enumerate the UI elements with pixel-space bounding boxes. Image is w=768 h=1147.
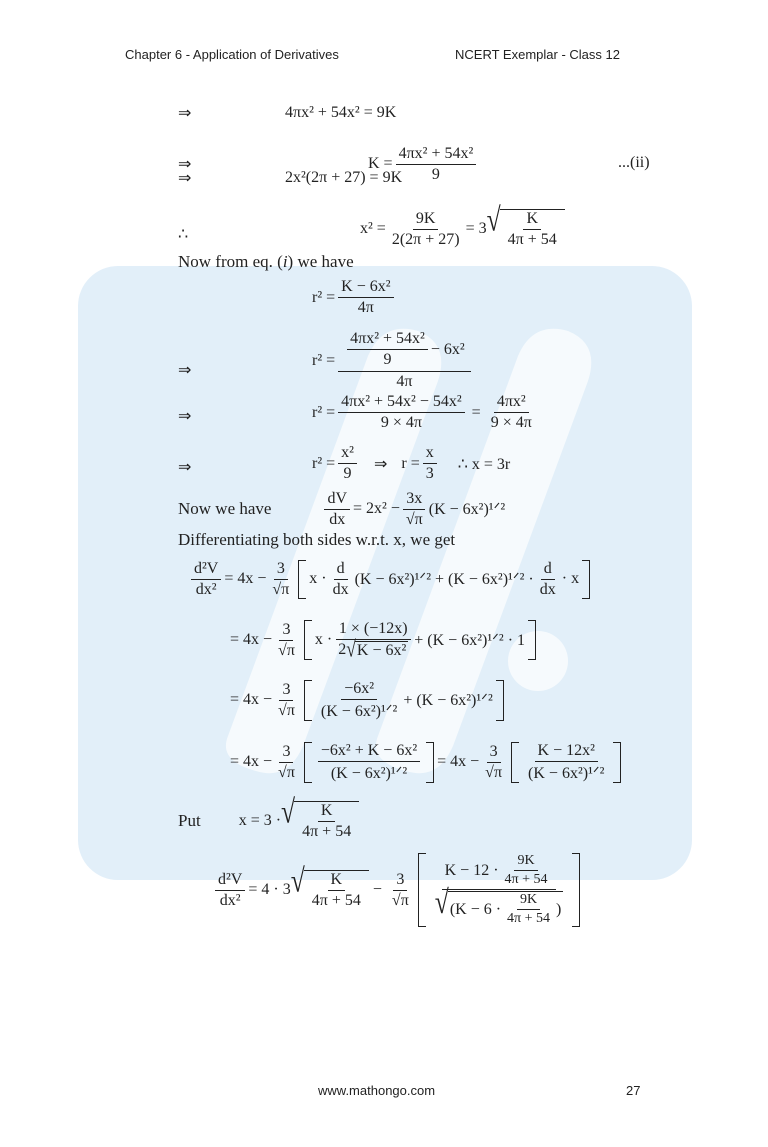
- fraction: [324, 490, 350, 529]
- denominator: 4π: [396, 373, 413, 390]
- right-bracket: [582, 560, 590, 599]
- implies-symbol: ⇒: [178, 105, 192, 122]
- numerator: 3: [393, 871, 407, 891]
- radicand: K − 6x²: [356, 642, 407, 659]
- equation-lhs: x² =: [360, 220, 386, 237]
- fraction: [423, 444, 437, 483]
- numerator: 3: [279, 681, 293, 701]
- right-bracket: [572, 853, 580, 927]
- text-part: − 6x²: [430, 340, 465, 358]
- text-part: (K − 6x²)¹ᐟ²: [428, 501, 506, 518]
- equation-line-10: [188, 556, 593, 602]
- numerator: d: [334, 560, 348, 580]
- fraction: [389, 210, 463, 249]
- numerator: −6x² + K − 6x²: [318, 742, 420, 762]
- denominator: √π: [278, 701, 295, 719]
- text-italic: i: [282, 252, 288, 271]
- fraction: [482, 743, 505, 782]
- numerator: 3: [274, 560, 288, 580]
- denominator: (K − 6x²)¹ᐟ²: [330, 764, 408, 782]
- text-part: = 4x −: [230, 631, 273, 648]
- text-part: x ·: [314, 631, 333, 648]
- right-bracket: [496, 680, 504, 721]
- therefore-symbol: ∴: [178, 226, 189, 243]
- text-part: = 4x −: [230, 753, 273, 770]
- text-put: Put: [178, 811, 201, 830]
- equation-lhs: r² =: [312, 351, 336, 369]
- denominator: 4π + 54: [507, 911, 551, 926]
- text-part: = 4x −: [224, 570, 267, 587]
- equation-text: 2x²(2π + 27) = 9K: [285, 169, 403, 186]
- denominator: 9: [431, 165, 440, 183]
- text-now-we-have: Now we have: [178, 499, 272, 518]
- page-number: 27: [626, 1083, 641, 1098]
- left-bracket: [298, 560, 306, 599]
- denominator: 4π + 54: [311, 892, 361, 909]
- text-part: · x: [561, 570, 580, 587]
- denominator: 4π: [357, 299, 374, 316]
- text-part: = 2x² −: [353, 500, 400, 517]
- denominator: 9: [343, 465, 352, 482]
- denominator: 9: [383, 351, 392, 368]
- fraction: [396, 145, 477, 184]
- denominator-coefficient: 2: [338, 641, 347, 658]
- left-bracket: [304, 620, 312, 660]
- implies-symbol: ⇒: [178, 362, 192, 379]
- fraction: [525, 742, 607, 783]
- equation-tag: ...(ii): [618, 154, 650, 171]
- implies-symbol: ⇒: [178, 156, 192, 173]
- numerator: K − 12x²: [535, 742, 598, 762]
- denominator: dx²: [219, 891, 241, 909]
- equals-text: = 3: [465, 220, 487, 237]
- right-bracket: [528, 620, 536, 660]
- fraction: [275, 681, 298, 720]
- fraction: [488, 393, 535, 432]
- numerator: 4πx² + 54x²: [396, 145, 477, 165]
- left-bracket: [304, 742, 312, 783]
- numerator: 4πx² + 54x²: [347, 330, 428, 350]
- numerator: d: [541, 560, 555, 580]
- right-bracket: [426, 742, 434, 783]
- equation-line-12: [230, 674, 507, 726]
- equation-line-13: [230, 736, 624, 788]
- equation-line-11: [230, 614, 539, 666]
- denominator: √π: [485, 763, 503, 781]
- denominator: √π: [278, 763, 295, 781]
- left-bracket: [418, 853, 426, 927]
- fraction: [338, 444, 357, 483]
- denominator: 4π + 54: [504, 872, 548, 887]
- left-bracket: [304, 680, 312, 721]
- radical-sign: √: [346, 635, 356, 662]
- chapter-header: Chapter 6 - Application of Derivatives: [125, 47, 339, 62]
- numerator: −6x²: [341, 680, 377, 700]
- denominator: dx²: [195, 580, 217, 598]
- square-root: [432, 883, 567, 927]
- fraction: [335, 620, 411, 660]
- fraction: [347, 330, 428, 369]
- numerator: 4πx²: [494, 393, 529, 413]
- text-part: K − 12 ·: [444, 861, 499, 879]
- book-header: NCERT Exemplar - Class 12: [455, 47, 620, 62]
- implies-symbol: ⇒: [178, 459, 192, 476]
- right-bracket: [613, 742, 621, 783]
- numerator: dV: [324, 490, 350, 510]
- fraction: [504, 892, 553, 927]
- text-part: = 4x −: [230, 691, 273, 708]
- equals-text: =: [471, 403, 481, 421]
- square-root: [281, 792, 359, 841]
- equation-lhs: r² =: [312, 403, 336, 421]
- denominator: (K − 6x²)¹ᐟ²: [320, 702, 398, 720]
- text-now-from-eq-i: [178, 252, 354, 272]
- fraction: [330, 560, 352, 599]
- fraction: [403, 490, 426, 529]
- result-text: ∴ x = 3r: [457, 455, 511, 473]
- numerator: d²V: [215, 871, 245, 891]
- equation-line-14: [178, 792, 359, 846]
- numerator: 3: [487, 743, 501, 763]
- equation-lhs: r =: [401, 454, 420, 472]
- fraction: [502, 853, 551, 888]
- numerator: 3x: [403, 490, 425, 510]
- numerator: 9K: [514, 853, 537, 871]
- numerator: K: [328, 871, 346, 891]
- radical-sign: √: [290, 861, 305, 900]
- fraction: [275, 621, 298, 660]
- equation-line-15: [212, 840, 583, 940]
- numerator: 9K: [517, 892, 540, 910]
- square-root: [486, 200, 565, 249]
- denominator: dx: [329, 510, 346, 528]
- fraction: [275, 743, 298, 782]
- compound-fraction: [338, 330, 471, 391]
- numerator: x²: [338, 444, 357, 464]
- numerator: 9K: [413, 210, 439, 230]
- denominator: √π: [405, 510, 423, 528]
- radical-sign: √: [434, 883, 449, 921]
- equation-lhs: x = 3 ·: [238, 812, 282, 829]
- numerator: 1 × (−12x): [336, 620, 411, 640]
- denominator: 9 × 4π: [490, 414, 532, 431]
- text-part: x ·: [309, 570, 327, 587]
- text-part: (K − 6x²)¹ᐟ² + (K − 6x²)¹ᐟ² ·: [354, 571, 534, 588]
- text-part: (K − 6 ·: [449, 900, 502, 918]
- compound-fraction: [432, 853, 567, 927]
- fraction: [338, 278, 393, 317]
- denominator: 3: [425, 465, 434, 482]
- implies-symbol: ⇒: [178, 170, 192, 187]
- text-part: + (K − 6x²)¹ᐟ² · 1: [414, 632, 526, 649]
- equation-line-9: [178, 486, 505, 532]
- equation-text: 4πx² + 54x² = 9K: [285, 104, 397, 121]
- text-part: Now from eq. (: [178, 252, 283, 271]
- implies-symbol: ⇒: [373, 455, 388, 473]
- left-bracket: [511, 742, 519, 783]
- denominator: 4π + 54: [507, 231, 557, 248]
- equation-lhs: K =: [368, 155, 393, 172]
- numerator: K: [523, 210, 541, 230]
- denominator: (K − 6x²)¹ᐟ²: [528, 764, 605, 782]
- equation-lhs: r² =: [312, 454, 336, 472]
- denominator: √π: [278, 641, 295, 659]
- numerator: 4πx² + 54x² − 54x²: [338, 393, 465, 413]
- footer-website: www.mathongo.com: [318, 1083, 436, 1098]
- numerator: K − 6x²: [338, 278, 393, 298]
- radical-sign: √: [281, 792, 296, 831]
- denominator: 4π + 54: [302, 823, 352, 840]
- denominator: 2(2π + 27): [391, 230, 460, 248]
- denominator: dx: [539, 580, 556, 598]
- fraction: [318, 742, 420, 783]
- equation-lhs: r² =: [312, 288, 336, 306]
- text-part: = 4 · 3: [248, 881, 291, 898]
- text-part: + (K − 6x²)¹ᐟ²: [403, 692, 493, 709]
- text-differentiating: Differentiating both sides w.r.t. x, we get: [178, 530, 456, 549]
- fraction: [338, 393, 465, 432]
- implies-symbol: ⇒: [178, 408, 192, 425]
- fraction: [318, 680, 400, 721]
- equation-line-5: [312, 278, 397, 317]
- radical-sign: √: [486, 200, 501, 239]
- text-part: ) we have: [287, 252, 354, 271]
- denominator: √π: [272, 580, 290, 598]
- numerator: x: [423, 444, 437, 464]
- numerator: 3: [279, 743, 293, 763]
- denominator: √π: [391, 891, 409, 909]
- numerator: 3: [279, 621, 293, 641]
- numerator: d²V: [191, 560, 221, 580]
- numerator: K: [318, 802, 336, 822]
- square-root: [290, 861, 369, 910]
- fraction: [537, 560, 559, 599]
- fraction: [269, 560, 292, 599]
- denominator: dx: [332, 580, 349, 598]
- minus-sign: −: [372, 881, 382, 898]
- text-part: ): [556, 900, 562, 918]
- text-part: = 4x −: [437, 753, 480, 770]
- fraction: [191, 560, 221, 599]
- fraction: [389, 871, 412, 910]
- fraction: [215, 871, 245, 910]
- denominator: 9 × 4π: [380, 414, 422, 431]
